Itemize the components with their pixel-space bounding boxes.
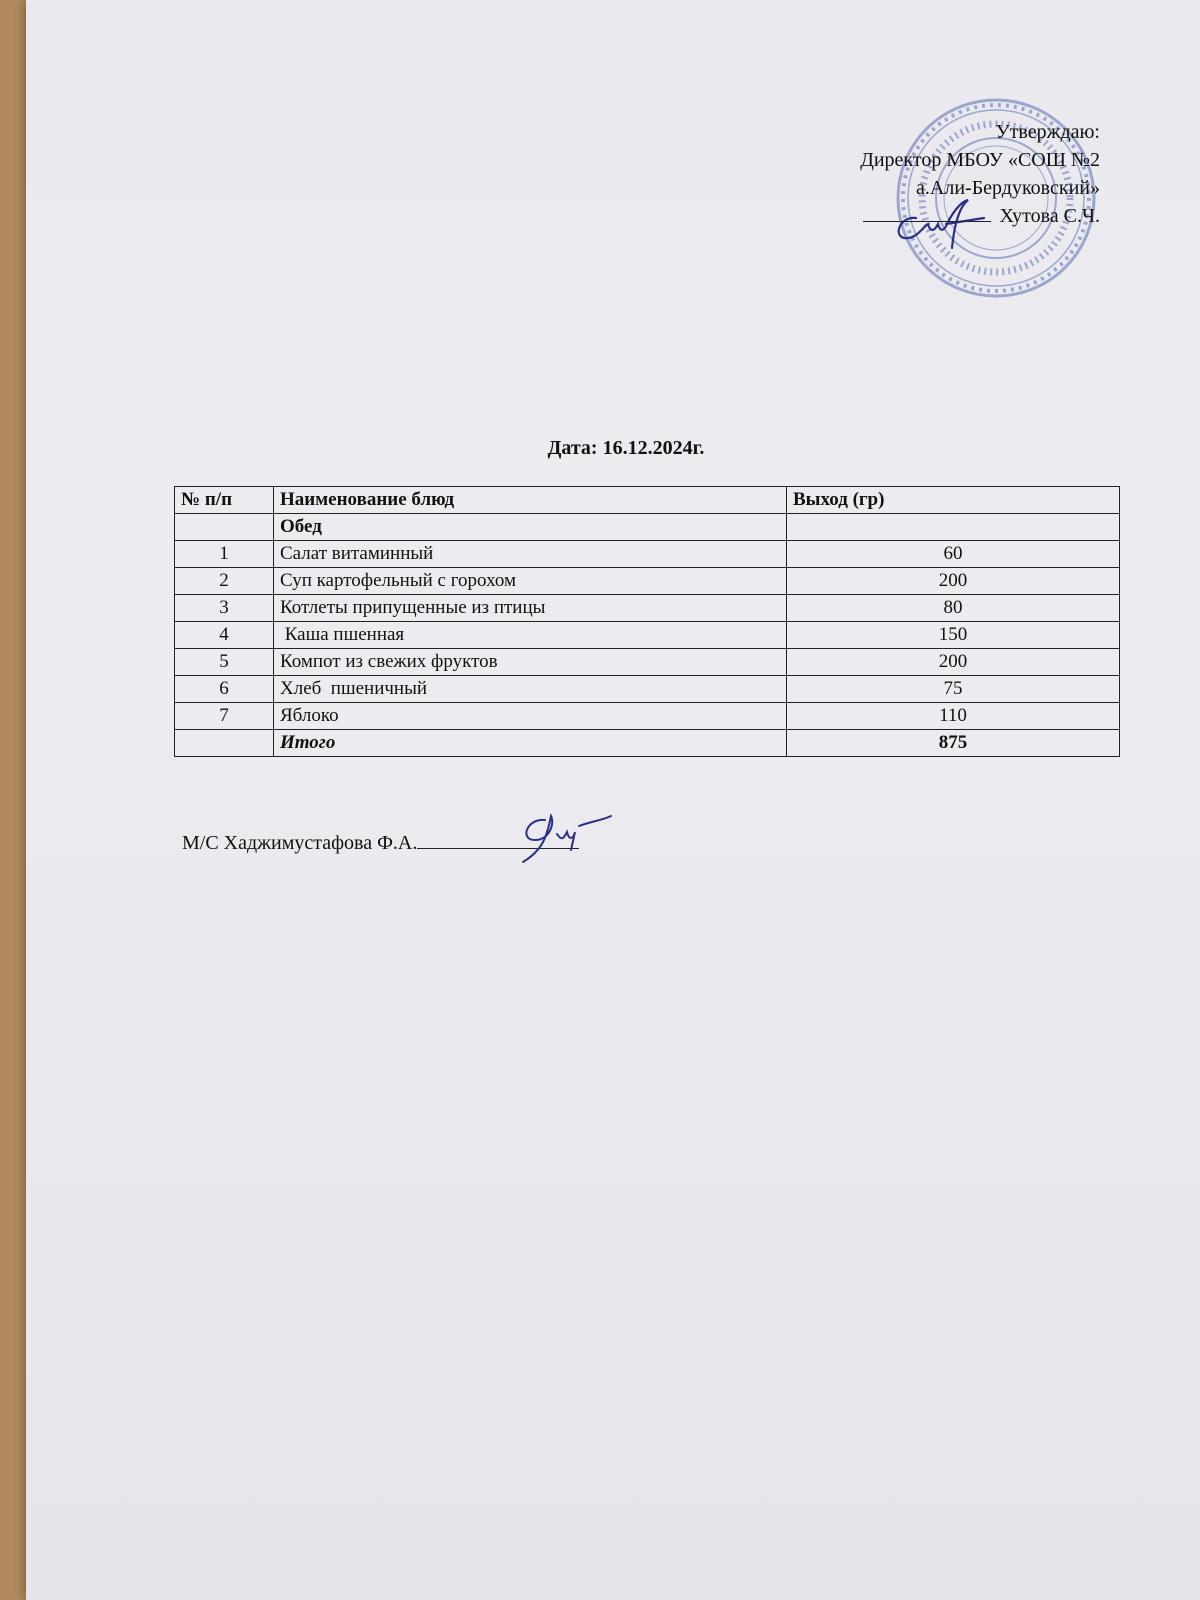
approval-title: Утверждаю: <box>995 121 1100 143</box>
row-number: 5 <box>175 649 274 676</box>
table-cell <box>175 514 274 541</box>
table-header-row <box>175 487 1120 514</box>
table-cell <box>787 514 1120 541</box>
dish-name: Суп картофельный с горохом <box>274 568 787 595</box>
approval-block <box>860 118 1100 230</box>
dish-name: Салат витаминный <box>274 541 787 568</box>
nurse-name: М/С Хаджимустафова Ф.А. <box>182 832 418 854</box>
section-row <box>175 514 1120 541</box>
table-row <box>175 568 1120 595</box>
portion-grams: 110 <box>787 703 1120 730</box>
dish-name: Каша пшенная <box>274 622 787 649</box>
dish-name: Яблоко <box>274 703 787 730</box>
header-dish-name: Наименование блюд <box>274 487 787 514</box>
row-number: 7 <box>175 703 274 730</box>
nurse-signature <box>505 806 615 866</box>
dish-name: Хлеб пшеничный <box>274 676 787 703</box>
approval-position: Директор МБОУ «СОШ №2 <box>860 149 1100 171</box>
approval-signature-row <box>860 202 1100 230</box>
dish-name: Котлеты припущенные из птицы <box>274 595 787 622</box>
portion-grams: 80 <box>787 595 1120 622</box>
row-number: 2 <box>175 568 274 595</box>
row-number: 1 <box>175 541 274 568</box>
table-row <box>175 649 1120 676</box>
signature-line <box>863 203 991 222</box>
row-number: 6 <box>175 676 274 703</box>
portion-grams: 200 <box>787 649 1120 676</box>
total-label: Итого <box>274 730 787 757</box>
total-row <box>175 730 1120 757</box>
menu-table <box>174 486 1120 757</box>
row-number: 4 <box>175 622 274 649</box>
table-row <box>175 703 1120 730</box>
table-row <box>175 595 1120 622</box>
portion-grams: 150 <box>787 622 1120 649</box>
portion-grams: 200 <box>787 568 1120 595</box>
dish-name: Компот из свежих фруктов <box>274 649 787 676</box>
table-row <box>175 622 1120 649</box>
portion-grams: 60 <box>787 541 1120 568</box>
table-row <box>175 541 1120 568</box>
total-value: 875 <box>787 730 1120 757</box>
row-number: 3 <box>175 595 274 622</box>
menu-date: Дата: 16.12.2024г. <box>547 437 705 459</box>
table-row <box>175 676 1120 703</box>
header-portion: Выход (гр) <box>787 487 1120 514</box>
header-number: № п/п <box>175 487 274 514</box>
portion-grams: 75 <box>787 676 1120 703</box>
section-label: Обед <box>274 514 787 541</box>
table-cell <box>175 730 274 757</box>
approval-school: а.Али-Бердуковский» <box>916 177 1100 199</box>
director-name: Хутова С.Ч. <box>999 205 1100 227</box>
document-page <box>26 0 1200 1600</box>
